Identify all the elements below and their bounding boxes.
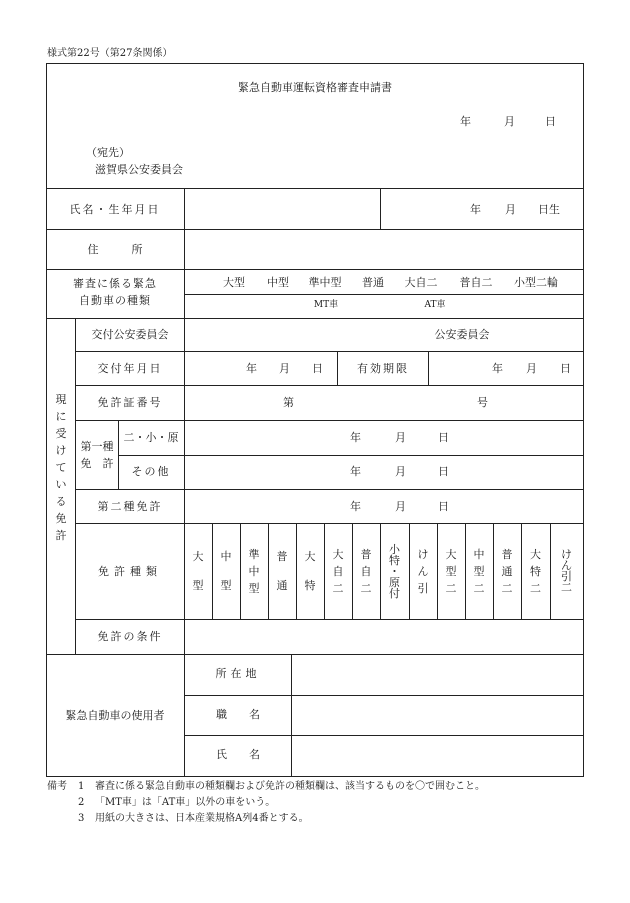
second-class-day: 日 <box>438 500 449 513</box>
license-type-char: 大 <box>192 550 204 563</box>
license-type-cell <box>380 544 409 599</box>
license-type-char: ・ <box>389 564 400 578</box>
note-number: 3 <box>78 813 85 824</box>
vehicle-type-item: 大自二 <box>404 276 438 289</box>
first-class-label-1: 第一種 <box>80 440 114 453</box>
license-type-cell <box>409 549 437 594</box>
issue-day: 日 <box>312 362 323 375</box>
license-type-cell <box>184 551 212 591</box>
first-class-sub-1: 二・小・原 <box>123 431 179 444</box>
name-birth-label: 氏名・生年月日 <box>69 203 161 216</box>
license-type-cell <box>521 549 550 594</box>
license-number-suffix: 号 <box>477 396 488 409</box>
license-type-char: 引 <box>417 581 429 595</box>
first-sub-2-month: 月 <box>395 465 406 478</box>
license-type-char: 準 <box>248 547 260 561</box>
license-type-char: 付 <box>389 586 400 600</box>
first-sub-2-year: 年 <box>350 465 361 478</box>
second-class-month: 月 <box>395 500 406 513</box>
address-label: 住 所 <box>87 243 143 256</box>
note-text: 「MT車」は「AT車」以外の車をいう。 <box>95 797 276 808</box>
issuing-commission-value: 公安委員会 <box>434 328 490 341</box>
license-type-char: 型 <box>445 564 457 578</box>
license-conditions-label: 免許の条件 <box>97 630 163 643</box>
license-type-char: 特 <box>530 564 541 578</box>
transmission-at: AT車 <box>424 300 446 310</box>
form-title: 緊急自動車運転資格審査申請書 <box>238 81 392 94</box>
vehicle-type-item: 普自二 <box>459 276 493 289</box>
first-sub-1-year: 年 <box>350 431 361 444</box>
license-type-char: 二 <box>473 581 485 595</box>
license-type-char: 型 <box>473 564 485 578</box>
license-type-char: 中 <box>473 547 485 561</box>
second-class-label: 第二種免許 <box>97 500 163 513</box>
license-type-char: 型 <box>220 579 232 592</box>
license-type-char: 二 <box>445 581 457 595</box>
license-type-char: 型 <box>248 581 260 595</box>
license-type-char: 二 <box>332 581 344 595</box>
license-type-char: ん <box>417 564 429 578</box>
expiry-label: 有効期限 <box>357 362 409 375</box>
addressee-prefix: （宛先） <box>86 146 130 159</box>
vehicle-user-label: 緊急自動車の使用者 <box>65 709 165 722</box>
license-type-char: 型 <box>192 579 204 592</box>
form-number: 様式第22号（第27条関係） <box>47 48 173 59</box>
license-types-label: 免許種類 <box>98 565 162 578</box>
license-type-char: 原 <box>389 575 400 589</box>
license-type-char: 普 <box>360 547 372 561</box>
note-number: 2 <box>78 797 85 808</box>
license-type-char: 通 <box>276 579 288 592</box>
issue-date-label: 交付年月日 <box>97 362 163 375</box>
license-type-char: 普 <box>501 547 513 561</box>
birth-day-suffix: 日生 <box>538 203 560 216</box>
license-type-char: 中 <box>248 564 260 578</box>
license-type-char: 通 <box>501 564 513 578</box>
user-location-label: 所在地 <box>215 667 261 680</box>
transmission-mt: MT車 <box>313 300 339 310</box>
license-type-char: 特 <box>389 553 400 567</box>
license-type-char: 小 <box>389 542 400 556</box>
license-type-cell <box>437 549 465 594</box>
birth-year: 年 <box>470 203 481 216</box>
vehicle-type-item: 小型二輪 <box>514 276 558 289</box>
expiry-year: 年 <box>492 362 503 375</box>
license-number-prefix: 第 <box>283 396 294 409</box>
vehicle-type-item: 中型 <box>267 276 289 289</box>
issue-month: 月 <box>279 362 290 375</box>
license-type-cell <box>550 549 583 593</box>
expiry-day: 日 <box>560 362 571 375</box>
license-type-char: け <box>561 548 572 561</box>
license-type-char: 大 <box>530 547 541 561</box>
note-number: 1 <box>78 781 85 792</box>
vehicle-type-item: 大型 <box>223 276 245 289</box>
user-position-label: 職 名 <box>216 708 260 721</box>
note-text: 用紙の大きさは、日本産業規格A列4番とする。 <box>95 813 309 824</box>
vehicle-type-item: 普通 <box>362 276 384 289</box>
notes-heading: 備考 <box>47 781 67 792</box>
license-type-cell <box>240 549 268 594</box>
license-type-char: 大 <box>304 550 316 563</box>
license-type-char: 自 <box>360 564 372 578</box>
license-type-cell <box>212 551 240 591</box>
license-type-char: 特 <box>304 579 316 592</box>
license-type-char: 普 <box>276 550 288 563</box>
license-type-char: 自 <box>332 564 344 578</box>
license-type-char: ん <box>561 559 572 572</box>
license-type-char: 二 <box>561 581 572 594</box>
license-type-char: 二 <box>360 581 372 595</box>
issue-year: 年 <box>246 362 257 375</box>
current-license-side-label: 現 に 受 け て い る 免 許 <box>55 393 67 542</box>
license-type-char: 引 <box>561 570 572 583</box>
user-name-label: 氏 名 <box>216 748 260 761</box>
license-type-cell <box>493 549 521 594</box>
issuing-commission-label: 交付公安委員会 <box>91 328 169 341</box>
license-type-char: 二 <box>501 581 513 595</box>
first-sub-1-month: 月 <box>395 431 406 444</box>
birth-month: 月 <box>505 203 516 216</box>
first-class-label-2: 免 許 <box>80 457 114 470</box>
expiry-month: 月 <box>526 362 537 375</box>
license-type-cell <box>268 551 296 591</box>
first-sub-2-day: 日 <box>438 465 449 478</box>
license-type-cell <box>324 549 352 594</box>
license-type-char: 大 <box>445 547 457 561</box>
first-sub-1-day: 日 <box>438 431 449 444</box>
license-type-char: け <box>417 547 429 561</box>
license-type-cell <box>465 549 493 594</box>
license-type-char: 大 <box>332 547 344 561</box>
vehicle-type-item: 準中型 <box>308 276 342 289</box>
license-type-char: 中 <box>220 550 232 563</box>
license-type-char: 二 <box>530 581 541 595</box>
note-text: 審査に係る緊急自動車の種類欄および免許の種類欄は、該当するものを〇で囲むこと。 <box>95 781 485 792</box>
license-type-cell <box>296 551 324 591</box>
review-label-line1: 審査に係る緊急 <box>73 277 157 290</box>
addressee-name: 滋賀県公安委員会 <box>95 163 183 176</box>
first-class-sub-2: その他 <box>131 465 171 478</box>
license-number-label: 免許証番号 <box>97 396 163 409</box>
second-class-year: 年 <box>350 500 361 513</box>
review-label-line2: 自動車の種類 <box>79 294 151 307</box>
license-type-cell <box>352 549 380 594</box>
